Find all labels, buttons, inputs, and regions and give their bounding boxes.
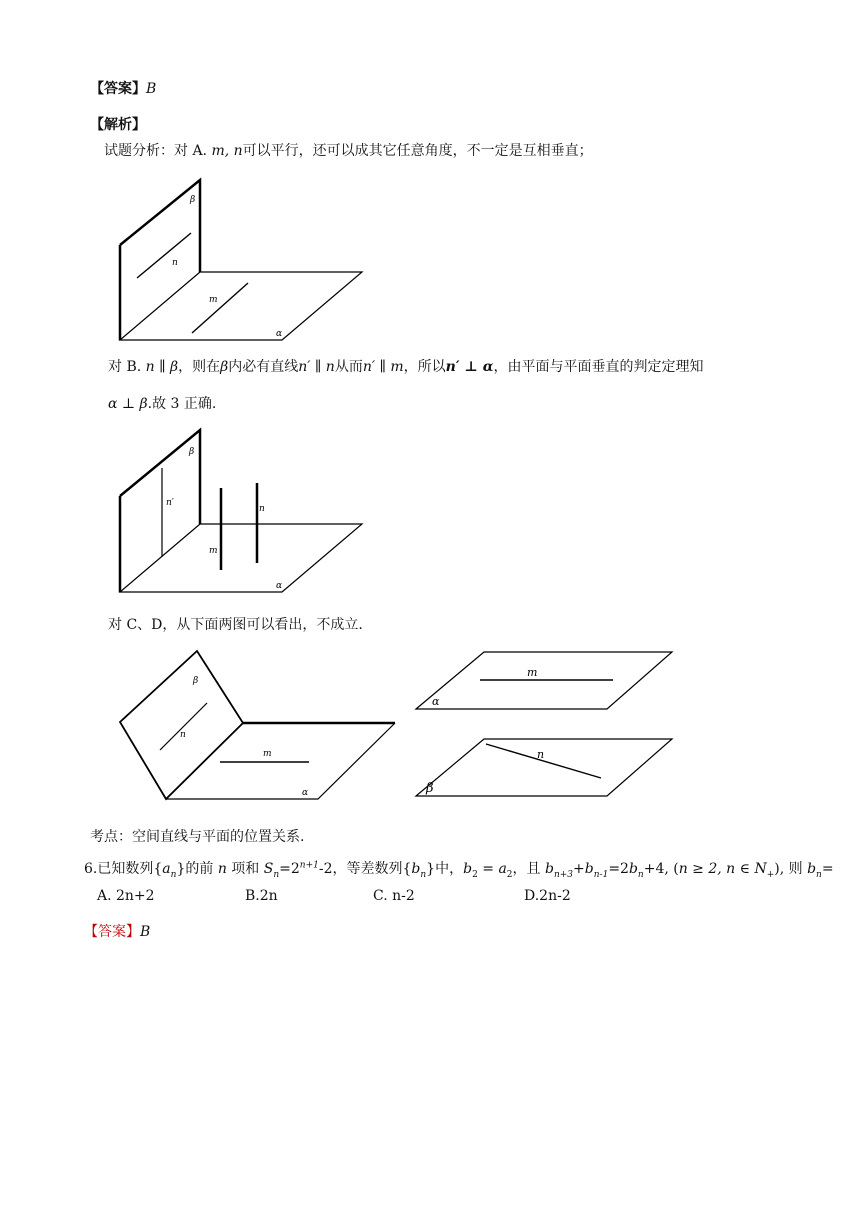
line-b-rel2: n′ ∥ n (298, 359, 335, 375)
q6-text: + (573, 861, 585, 877)
q6-text: -2，等差数列{ (318, 861, 412, 877)
answer-bracket: 【答案】 (90, 81, 146, 97)
line-a-vars: m, n (211, 143, 243, 159)
option-d: D.2n-2 (524, 888, 571, 904)
q6-var: n (217, 861, 227, 877)
q6-sub: 2 (506, 869, 513, 880)
option-a: A. 2n+2 (97, 888, 155, 904)
fig-b-nprime-label: n′ (166, 498, 174, 508)
q6-var: b (628, 861, 638, 877)
line-a-prefix: 试题分析：对 A. (104, 143, 208, 159)
q6-sub: n (420, 869, 427, 880)
q6-var: S (263, 861, 274, 877)
line-b-p3: 内必有直线 (228, 359, 299, 375)
fig-a-m-label: m (209, 295, 218, 305)
line-b-rel1: n ∥ β (145, 359, 179, 375)
line-b-rel3: n′ ∥ m (362, 359, 404, 375)
kaodian-line: 考点：空间直线与平面的位置关系. (90, 829, 305, 845)
line-b-p5: ，所以 (403, 359, 446, 375)
q6-text: +4, ( (643, 861, 679, 877)
q6-text: =2 (608, 861, 629, 877)
fig-b-n-label: n (259, 504, 265, 514)
question-6 (84, 858, 834, 880)
q6-text: = (821, 861, 834, 877)
fig-c-n-label: n (180, 730, 186, 740)
q6-text: =2 (279, 861, 300, 877)
q6-sup: n+1 (299, 860, 319, 871)
q6-text: ), 则 (774, 861, 808, 877)
line-a-suffix: 可以平行，还可以成其它任意角度，不一定是互相垂直； (242, 143, 593, 159)
fig-c-beta-label: β (193, 676, 199, 686)
fig-b-alpha-label: α (276, 581, 283, 591)
q6-sub: n (273, 869, 280, 880)
analysis-heading: 【解析】 (90, 117, 146, 133)
q6-sub: n+3 (553, 869, 574, 880)
q6-var: b (411, 861, 421, 877)
q6-text: 项和 (231, 861, 260, 877)
fig-d-beta-label: β (426, 781, 434, 796)
q6-sub: + (766, 869, 775, 880)
q6-var: a (498, 861, 507, 877)
q6-var: b (584, 861, 594, 877)
answer-bracket-red: 【答案】 (84, 924, 140, 940)
q6-number: 6. (84, 861, 98, 877)
q6-sub: n (170, 869, 177, 880)
q6-var: a (162, 861, 171, 877)
q6-sub: n (816, 869, 822, 880)
fig-a-n-label: n (172, 258, 178, 268)
q6-cond: n ≥ 2, n ∈ N (678, 861, 767, 877)
line-b2-rel: α ⊥ β (108, 396, 148, 412)
q6-text: = (477, 861, 499, 877)
fig-d-m-label: m (527, 666, 538, 679)
answer-line-2 (84, 921, 150, 941)
q6-text: }中， (426, 861, 464, 877)
q6-text: 已知数列{ (97, 861, 163, 877)
answer-value: B (140, 924, 151, 940)
line-b-p6: ，由平面与平面垂直的判定定理知 (493, 359, 704, 375)
answer-value: B (146, 81, 157, 97)
q6-var: b (544, 861, 554, 877)
line-b-rel4: n′ ⊥ α (445, 359, 494, 375)
fig-b-m-label: m (209, 546, 218, 556)
fig-b-beta-label: β (189, 447, 195, 457)
fig-c-m-label: m (263, 749, 272, 759)
line-b-beta: β (220, 359, 229, 375)
q6-var: b (463, 861, 473, 877)
q6-sub: n (637, 869, 644, 880)
fig-a-alpha-label: α (276, 329, 283, 339)
q6-text: ，且 (512, 861, 545, 877)
q6-sub: 2 (472, 869, 478, 880)
fig-c-alpha-label: α (302, 788, 309, 798)
line-b-p2: ，则在 (178, 359, 221, 375)
line-b2-rest: .故 3 正确. (147, 396, 217, 412)
q6-sub: n-1 (593, 869, 609, 880)
line-b-p4: 从而 (334, 359, 363, 375)
fig-d-n-label: n (537, 748, 545, 761)
option-c: C. n-2 (373, 888, 415, 904)
line-b-p1: 对 B. (108, 359, 142, 375)
fig-a-beta-label: β (190, 195, 196, 205)
fig-d-alpha-label: α (432, 695, 440, 708)
q6-text: }的前 (176, 861, 214, 877)
analysis-line-cd: 对 C、D，从下面两图可以看出，不成立. (108, 617, 363, 633)
option-b: B.2n (245, 888, 278, 904)
q6-var: b (807, 861, 817, 877)
